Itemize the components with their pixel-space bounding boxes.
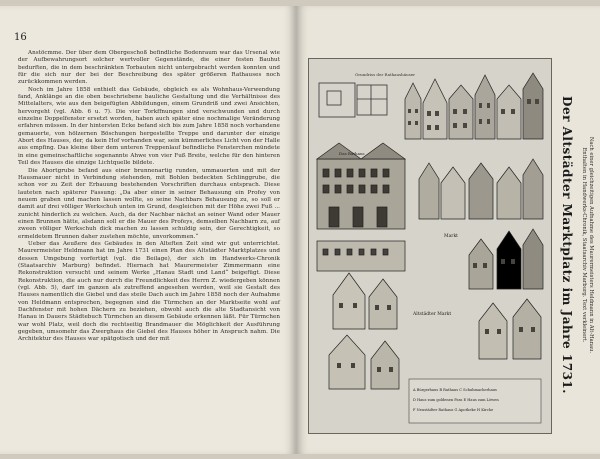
paragraph: Die Abortgrube befand aus einer brunnenartig runden, ummauerten und mit der Hausmauer nicht in Verbindung stehenden, mit Bohlen bedeckten Schlinggrube, die schon vor zu Zeit der Erbauung bestehenden Vorschriften durchaus entsprach. Diese lauteten nach späterer Fassung: „Da aber einer in seiner Behausung ein Profey von neuem graben und machen lassen wollte, so seine Nachbars Behausung zu, so soll er damit auf drei völliger Werkschuh unten im Grund, desgleichen mit der Höhe zwei Fuß ... zunicht hinderlich zu welchen. Auch, da der Nachbar nächst an seiner Wand oder Mauer einen Brunnen hätte, alsdann soll er die Mauer des Profeys, demselben Nachbarn zu, auf zween völliger Werkschuh dick machen zu lassen schuldig sein, der Gerechtigkeit, so ermeldetem Brunnen daher zustehen möchte, unvorkommen.“ <box>18 167 280 240</box>
paragraph: Anstöcmme. Der über dem Obergeschoß befindliche Bodenraum war das Ursenal wie der Aufbewahrungsort solcher wertvoller Gegenstände, die einer festen Bauhut bedurften, die in dem beschränkten Torbauten nicht untergebracht werden konnten und für die sich nur der bei der Beschreibung des später größeren Rathauses noch zurückkommen werden. <box>18 50 280 86</box>
left-page <box>0 6 296 454</box>
legend-line: A Bürgerhaus B Rathaus C Schuhmacherhaus <box>413 388 497 392</box>
paragraph: Noch im Jahre 1858 enthielt das Gebäude, obgleich es als Wohnhaus-Verwendung fand, Anklänge an die oben beschriebene bauliche Gestaltung und die Verhältnisse des Mittelalters, wie aus den beigefügten Abbildungen, einem Grundriß und zwei Ansichten, hervorgeht (vgl. Abb. 6 u. 7). Die vier Torkffnungen sind verschwunden und durch einzelne Doppelfenster ersetzt worden, haben auch später eine nochmalige Veränderung erfahren müssen. In der hintersten Ecke befand sich bis zum Jahre 1858 noch vorhandene gemauerte, von hölzernen Böschungen hergestellte Treppe und darunter der einzige Abort des Hauses, der, da kein Hof vorhanden war, sein kümmerliches Licht von der Halle aus empfing. Das kleine über dem unteren Treppenlauf befindliche Fensterchen mündete in eine gemeinschaftliche sogenannte Ahwe von vier Fuß Breite, welche für den hinteren Teil des Hauses die einzige Lichtquelle bildete. <box>18 86 280 167</box>
market-plan-drawing <box>309 59 551 433</box>
plate-caption <box>554 58 594 432</box>
market-plan-plate <box>308 58 552 434</box>
legend-line: D Haus zum goldenen Fass E Haus zum Löwen <box>413 398 499 402</box>
caption-line: Nach einer gleichzeitigen Aufnahme des Maurermeisters Heldmann in Alt-Hanau. <box>588 136 594 354</box>
right-page <box>296 6 600 454</box>
caption-title: Der Altstädter Marktplatz im Jahre 1731. <box>560 96 574 394</box>
caption-line: Enthalten in Handwerks-Chronik, Staatsarchiv Marburg. Text verkleinert. <box>581 147 587 343</box>
plan-label: Markt <box>444 234 458 239</box>
caption-subtitle <box>572 58 594 432</box>
plan-label: Altstädter Markt <box>413 312 452 317</box>
plan-label: Das Rathaus <box>339 151 365 156</box>
paragraph: Ueber das Aeußere des Gebäudes in den Alteften Zeit sind wir gut unterrichtet. Maurermeister Heldmann hat im Jahre 1731 einen Plan des Altstädter Marktplatzes und dessen Umgebung vorfertigt (vgl. die Beilage), der sich im Handwerks-Chronik (Staatsarchiv Marburg) befindet. Hiernach hat Maurermeister Zimmermann eine Rekonstruktion versucht und seinem Werke „Hanau Stadt und Land“ beigefügt. Diese Rekonstruktion, die auch nur durch die Freundlichkeit des Herrn Z. wiedergeben können (vgl. Abb. 5), darf im ganzen als zutreffend angesehen werden, weil sie Gestalt des Hauses namentlich die Giebel und das steile Dach auch im Jahre 1858 noch der Aufnahme von Heldmann entsprechen, begegnen sind die Türmchen an der Marktseite wohl auf Dachfenster mit hohen Dächern zu beziehen, obwohl auch die alte Stadtansicht von Hanau in Dauers Städtebuch Türmchen an diesem Gebäude erkennen läßt. Für Türmchen war wohl Platz, weil doch die rechtseitig Brandmauer die Möglichkeit der Ausführung gegeben, umsomehr das Zwerghaus die Giebel des Hauses höher in Anspruch nahm. Die Architektur des Hauses war spätgotisch und der mit <box>18 240 280 343</box>
legend-line: F Neustädter Rathaus G Apotheke H Kirche <box>413 408 494 412</box>
plan-label: Grundriss der Rathaushäuser <box>355 72 416 77</box>
page-number: 16 <box>14 32 27 43</box>
body-text <box>18 50 280 344</box>
